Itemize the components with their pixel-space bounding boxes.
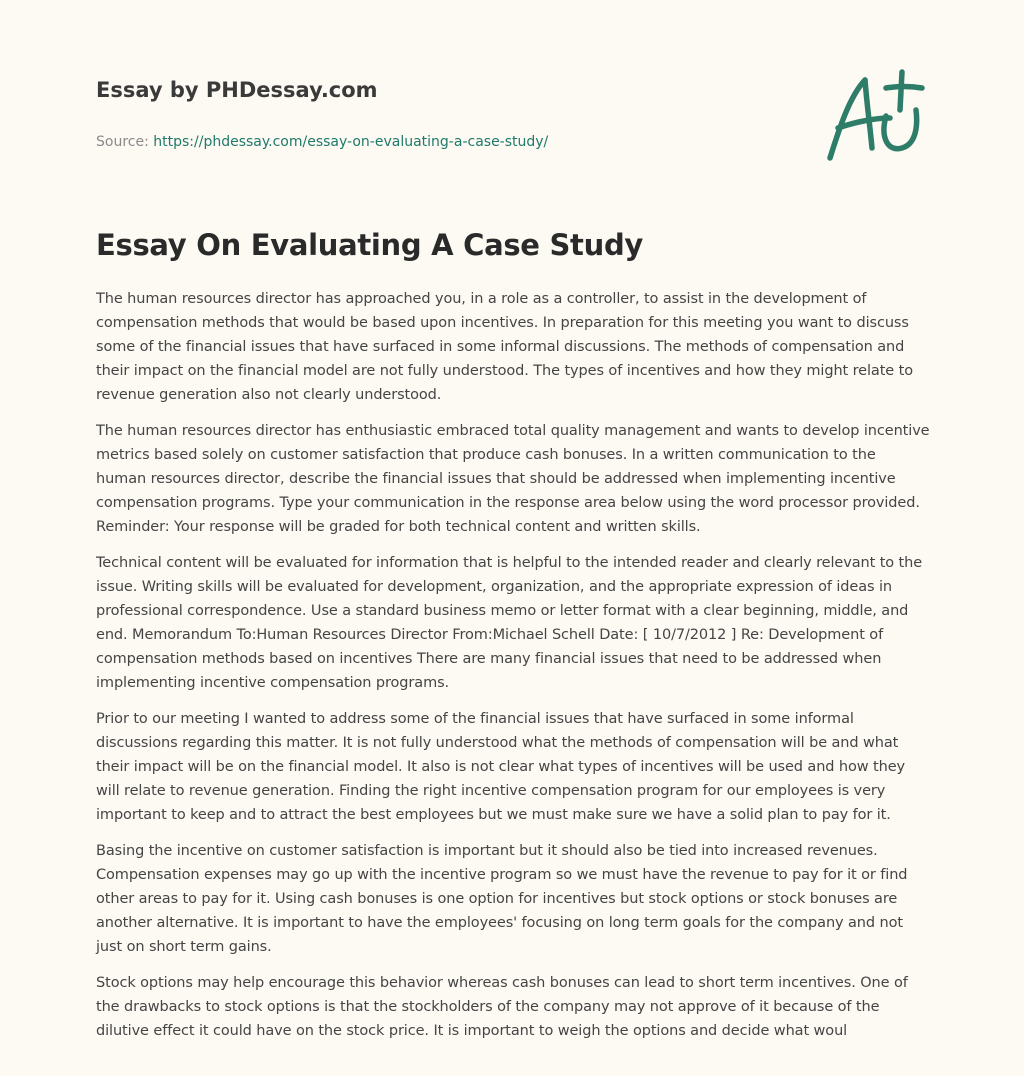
essay-paragraph: The human resources director has approached you, in a role as a controller, to assist in the development of compensation methods that would be based upon incentives. In preparation for this meeting you want to discuss some of the financial issues that have surfaced in some informal discussions. The methods of compensation and their impact on the financial model are not fully understood. The types of incentives and how they might relate to revenue generation also not clearly understood. <box>96 291 913 403</box>
essay-paragraph: The human resources director has enthusiastic embraced total quality management and wants to develop incentive metrics based solely on customer satisfaction that produce cash bonuses. In a written communication to the human resources director, describe the financial issues that should be addressed when implementing incentive compensation programs. Type your communication in the response area below using the word processor provided. Reminder: Your response will be graded for both technical content and written skills. <box>96 423 930 535</box>
essay-paragraph: Stock options may help encourage this behavior whereas cash bonuses can lead to short term incentives. One of the drawbacks to stock options is that the stockholders of the company may not approve of it because of the dilutive effect it could have on the stock price. It is important to weigh the options and decide what woul <box>96 975 908 1039</box>
essay-paragraph: Prior to our meeting I wanted to address some of the financial issues that have surfaced in some informal discussions regarding this matter. It is not fully understood what the methods of compensation will be and what their impact will be on the financial model. It also is not clear what types of incentives will be used and how they will relate to revenue generation. Finding the right incentive compensation program for our employees is very important to keep and to attract the best employees but we must make sure we have a solid plan to pay for it. <box>96 711 906 823</box>
source-link[interactable]: https://phdessay.com/essay-on-evaluating-a-case-study/ <box>153 134 549 150</box>
essay-body <box>96 287 930 1055</box>
essay-paragraph: Basing the incentive on customer satisfaction is important but it should also be tied into increased revenues. Compensation expenses may go up with the incentive program so we must have the revenue to pay for it or find other areas to pay for it. Using cash bonuses is one option for incentives but stock options or stock bonuses are another alternative. It is important to have the employees' focusing on long term goals for the company and not just on short term gains. <box>96 843 908 955</box>
a-plus-logo-icon <box>820 66 930 166</box>
page-title: Essay On Evaluating A Case Study <box>96 228 644 262</box>
site-brand: Essay by PHDessay.com <box>96 78 378 102</box>
source-line <box>96 132 796 152</box>
page-header <box>96 76 796 152</box>
source-label: Source: <box>96 134 149 150</box>
essay-paragraph: Technical content will be evaluated for information that is helpful to the intended reader and clearly relevant to the issue. Writing skills will be evaluated for development, organization, and the appropriate expression of ideas in professional correspondence. Use a standard business memo or letter format with a clear beginning, middle, and end. Memorandum To:Human Resources Director From:Michael Schell Date: [ 10/7/2012 ] Re: Development of compensation methods based on incentives There are many financial issues that need to be addressed when implementing incentive compensation programs. <box>96 555 923 691</box>
